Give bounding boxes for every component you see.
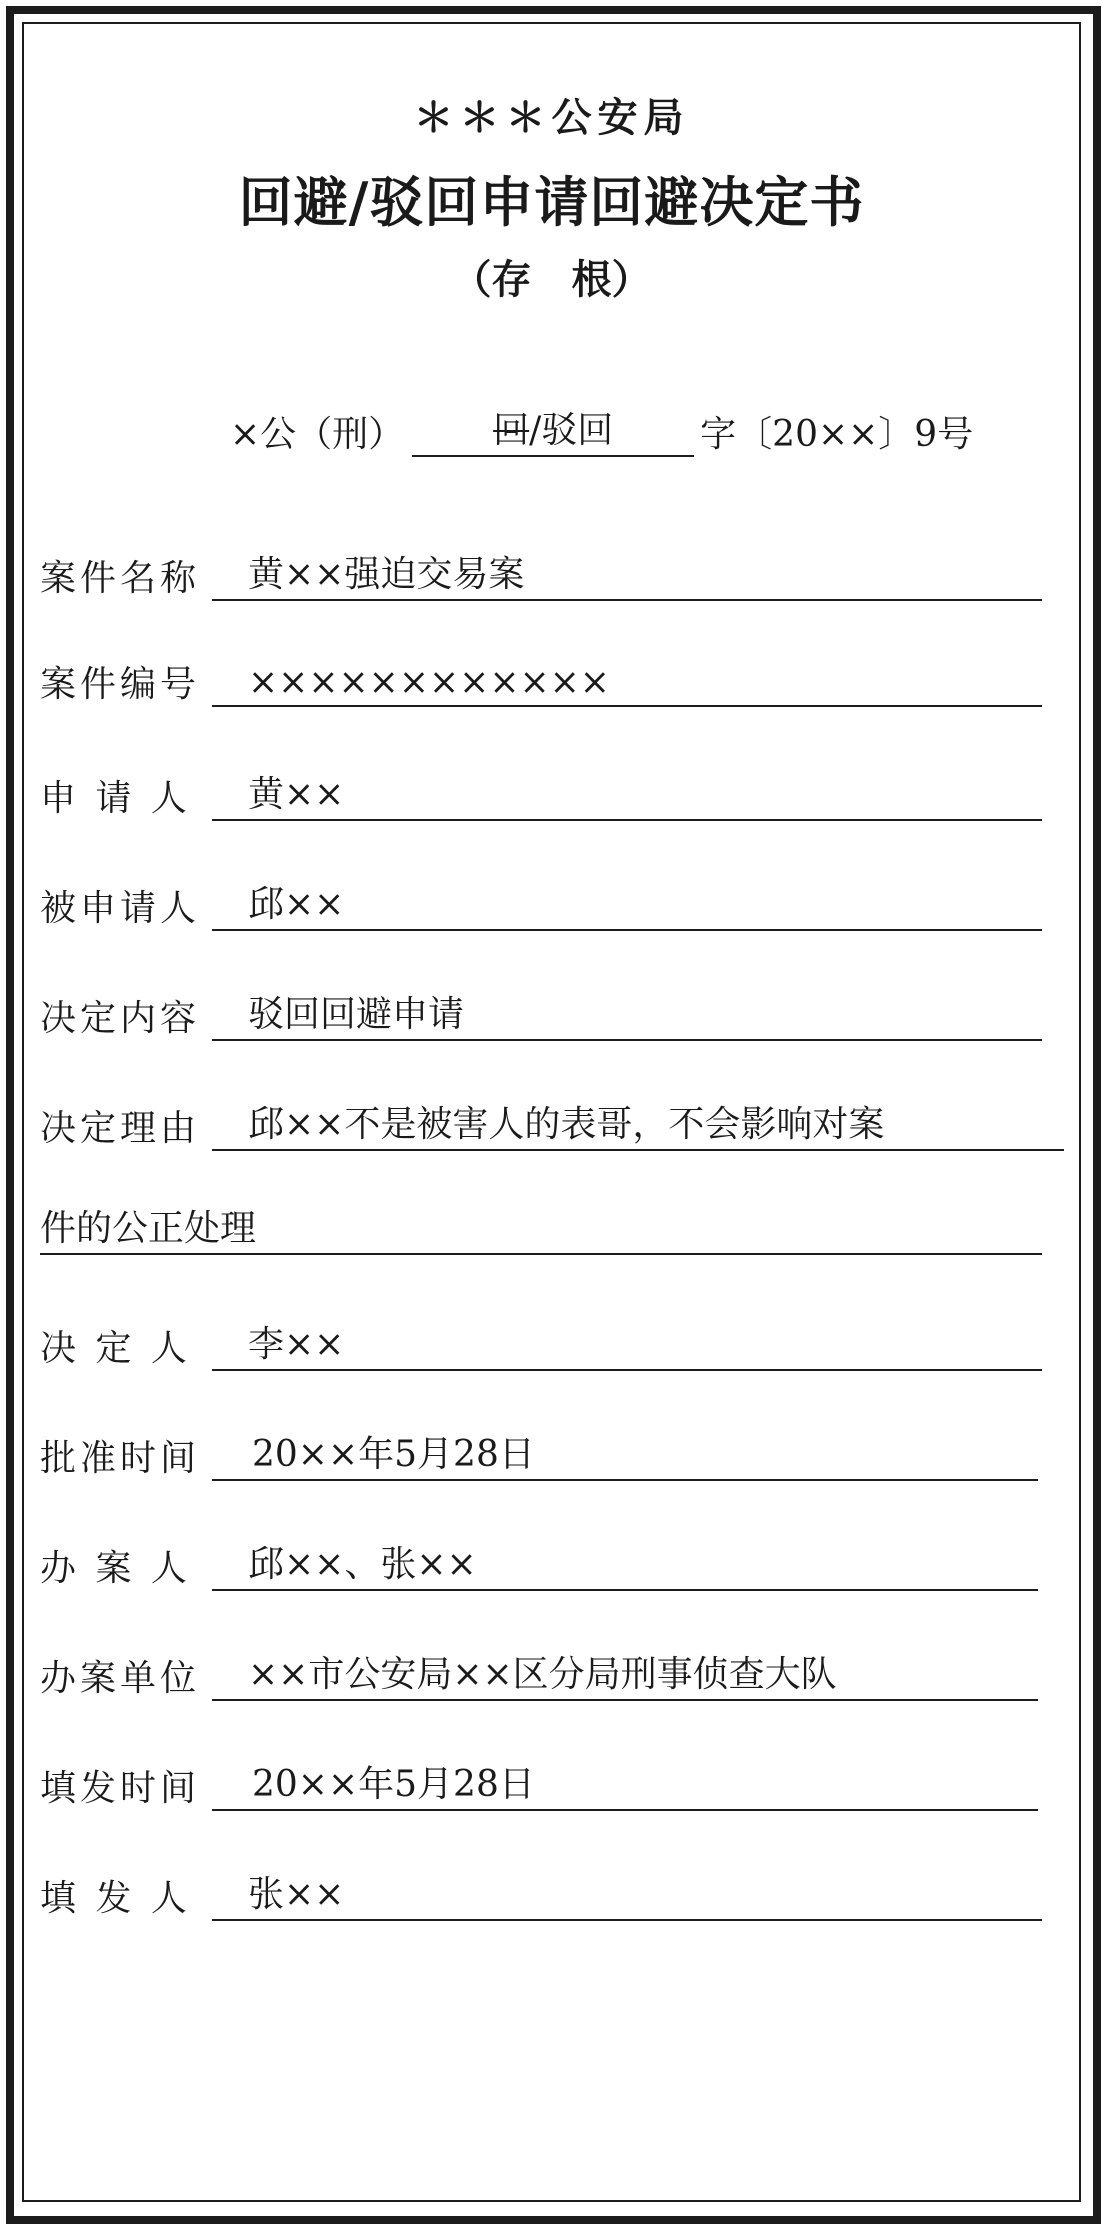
field-issuer bbox=[40, 1866, 1042, 1921]
field-value: 黄×× bbox=[212, 766, 1042, 821]
field-decision-reason bbox=[40, 1096, 1064, 1151]
field-value: 20××年5月28日 bbox=[212, 1756, 1038, 1811]
document-title: 回避/驳回申请回避决定书 bbox=[238, 170, 865, 234]
field-value: 邱××不是被害人的表哥，不会影响对案 bbox=[212, 1096, 1064, 1151]
doc-number-option-field bbox=[412, 402, 694, 457]
field-value: 20××年5月28日 bbox=[212, 1426, 1038, 1481]
field-value: ××市公安局××区分局刑事侦查大队 bbox=[212, 1646, 1038, 1701]
field-value: 黄××强迫交易案 bbox=[212, 546, 1042, 601]
field-decision-maker bbox=[40, 1316, 1042, 1371]
field-value: 李×× bbox=[212, 1316, 1042, 1371]
field-respondent bbox=[40, 876, 1042, 931]
field-decision-content bbox=[40, 986, 1042, 1041]
struck-option: 回 bbox=[493, 410, 530, 451]
field-issue-date bbox=[40, 1756, 1038, 1811]
field-decision-reason-continuation: 件的公正处理 bbox=[40, 1200, 1042, 1255]
field-value: ×××××××××××× bbox=[212, 662, 1042, 707]
field-label: 决定理由 bbox=[40, 1108, 201, 1149]
field-label: 填 发 人 bbox=[40, 1878, 191, 1919]
field-label: 办案单位 bbox=[40, 1658, 201, 1699]
field-label: 决定内容 bbox=[40, 998, 201, 1039]
field-applicant bbox=[40, 766, 1042, 821]
field-case-number bbox=[40, 656, 1042, 707]
document-number bbox=[230, 402, 973, 457]
field-approval-date bbox=[40, 1426, 1038, 1481]
field-label: 申 请 人 bbox=[40, 778, 191, 819]
field-value: 邱××、张×× bbox=[212, 1536, 1038, 1591]
field-label: 案件编号 bbox=[40, 664, 201, 705]
field-label: 被申请人 bbox=[40, 888, 201, 929]
selected-option: /驳回 bbox=[529, 410, 614, 451]
field-value: 驳回回避申请 bbox=[212, 986, 1042, 1041]
field-label: 填发时间 bbox=[40, 1768, 201, 1809]
field-value: 邱×× bbox=[212, 876, 1042, 931]
field-handling-unit bbox=[40, 1646, 1038, 1701]
field-label: 批准时间 bbox=[40, 1438, 201, 1479]
field-label: 决 定 人 bbox=[40, 1328, 191, 1369]
field-case-name bbox=[40, 546, 1042, 601]
field-value: 张×× bbox=[212, 1866, 1042, 1921]
stub-label: （存 根） bbox=[451, 256, 652, 303]
doc-number-prefix: ×公（刑） bbox=[230, 414, 405, 455]
field-case-handler bbox=[40, 1536, 1038, 1591]
field-label: 办 案 人 bbox=[40, 1548, 191, 1589]
doc-number-suffix: 字〔20××〕9号 bbox=[700, 414, 974, 455]
field-label: 案件名称 bbox=[40, 558, 201, 599]
issuing-agency: ＊＊＊公安局 bbox=[413, 94, 690, 141]
